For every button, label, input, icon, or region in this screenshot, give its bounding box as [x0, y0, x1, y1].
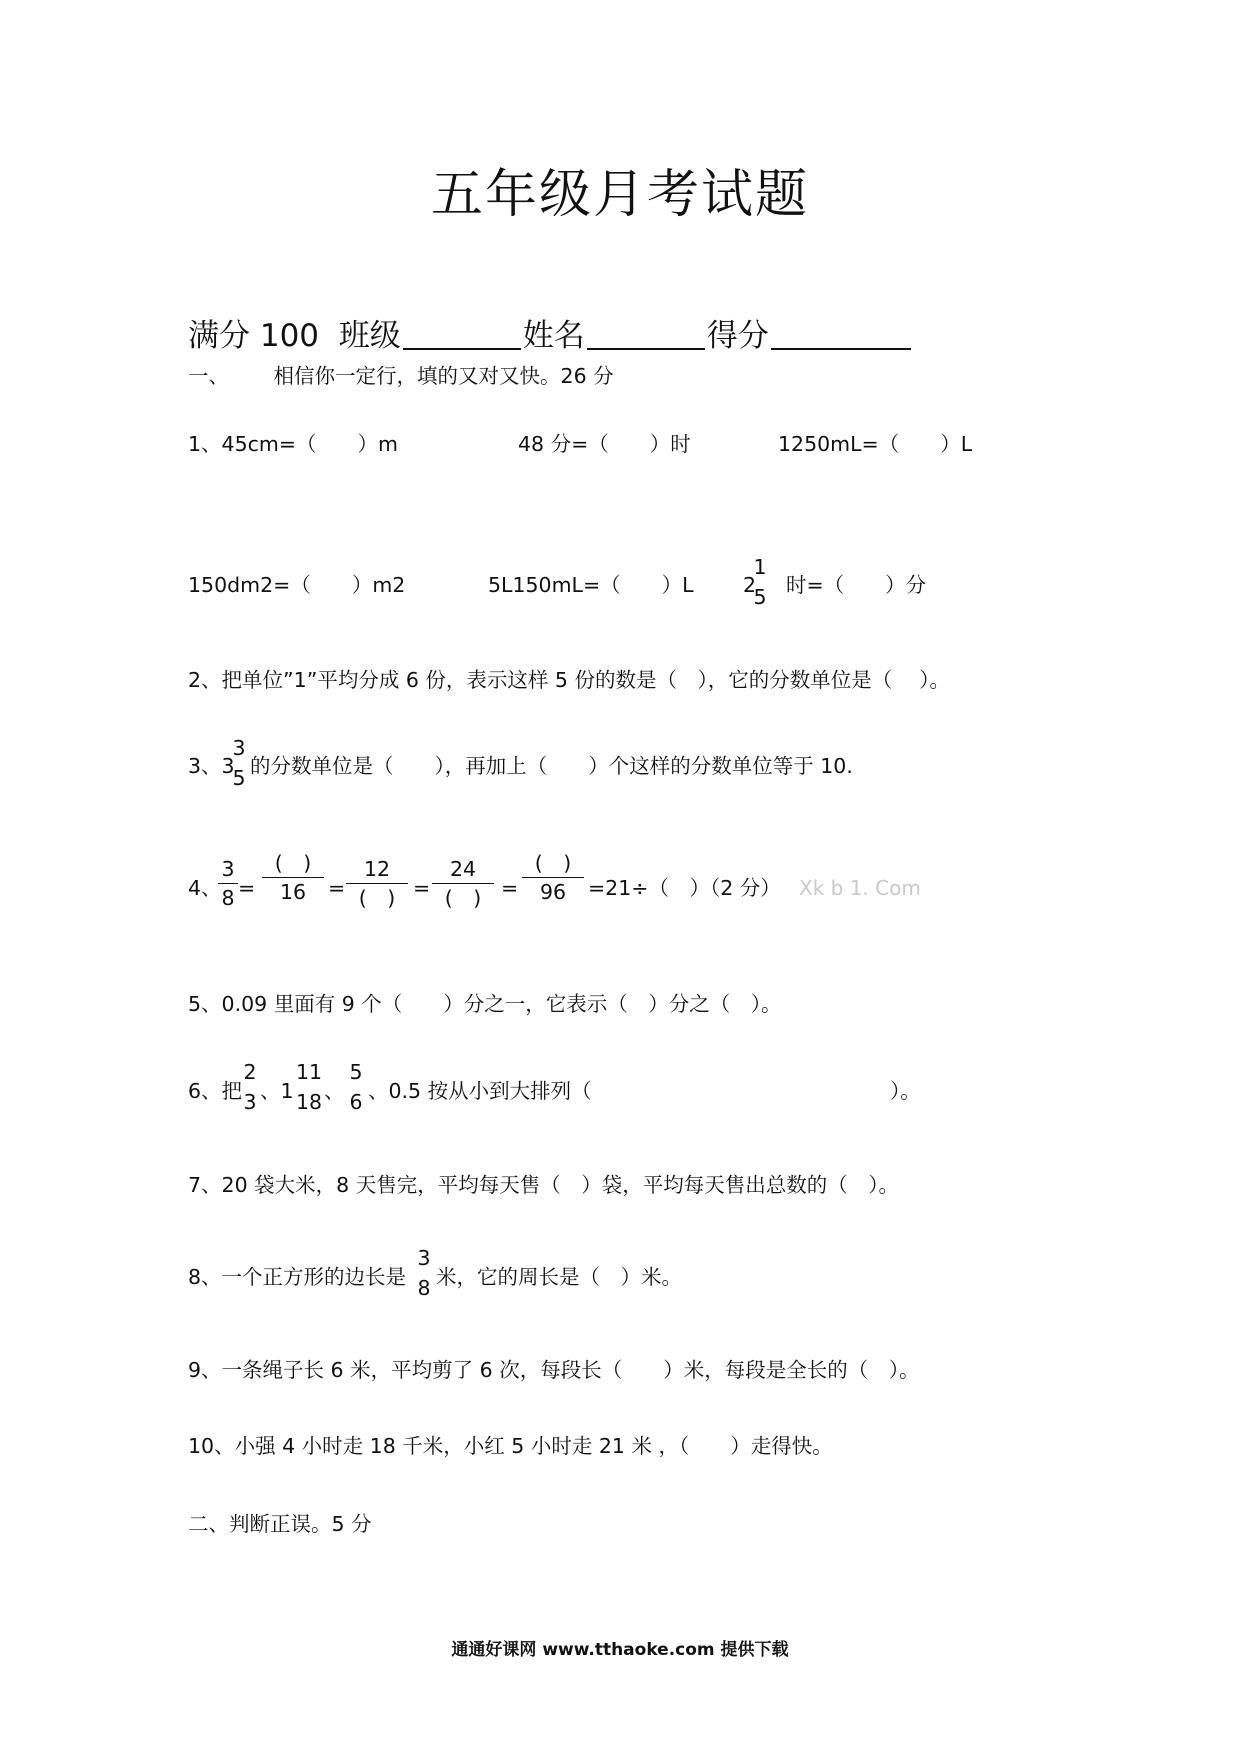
fraction-bar	[218, 883, 238, 884]
fraction-bar	[294, 1086, 324, 1088]
question-5: 5、0.09 里面有 9 个（ ）分之一，它表示（ ）分之（ ）。	[188, 992, 782, 1016]
q4-fraction-1-numerator: 3	[221, 857, 235, 881]
q6-prefix: 6、把	[188, 1079, 243, 1103]
q6-fraction-b-numerator: 11	[295, 1060, 323, 1084]
q1-mixed-fraction	[749, 554, 771, 610]
fraction-bar	[522, 877, 584, 878]
exam-header	[188, 315, 913, 357]
q4-fraction-2-denominator: 16	[279, 880, 307, 904]
q1-item-e: 5L150mL=（ ）L	[488, 573, 694, 597]
q1-fraction-denominator: 5	[753, 585, 767, 609]
score-blank	[771, 326, 911, 350]
q6-text: 、0.5 按从小到大排列（	[368, 1079, 592, 1103]
q8-fraction	[414, 1245, 434, 1301]
q6-fraction-b	[294, 1059, 324, 1115]
q6-fraction-b-denominator: 18	[295, 1090, 323, 1114]
q6-fraction-a-numerator: 2	[243, 1060, 257, 1084]
full-score-label: 满分 100	[188, 318, 320, 354]
q4-equals-4: =	[501, 876, 519, 900]
q6-close: ）。	[890, 1079, 921, 1103]
q4-fraction-4	[432, 856, 494, 911]
q3-prefix: 3、3	[188, 754, 235, 778]
fraction-bar	[749, 581, 771, 583]
section-1-number: 一、	[188, 364, 229, 388]
fraction-bar	[414, 1272, 434, 1274]
q4-fraction-4-denominator: ( )	[444, 886, 482, 910]
q4-equals-3: =	[413, 876, 431, 900]
q3-fraction-numerator: 3	[232, 736, 246, 760]
q6-fraction-c-denominator: 6	[349, 1090, 363, 1114]
q4-prefix: 4、	[188, 876, 222, 900]
q4-fraction-2-numerator: ( )	[274, 851, 312, 875]
question-2: 2、把单位”1”平均分成 6 份，表示这样 5 份的数是（ ），它的分数单位是（ ）。	[188, 668, 950, 692]
q8-prefix: 8、一个正方形的边长是	[188, 1265, 407, 1289]
q4-fraction-1-denominator: 8	[221, 886, 235, 910]
question-10: 10、小强 4 小时走 18 千米，小红 5 小时走 21 米 ，（ ）走得快。	[188, 1434, 833, 1458]
q1-item-b: 48 分=（ ）时	[518, 432, 691, 456]
name-label: 姓名	[522, 318, 585, 354]
q1-fraction-numerator: 1	[753, 555, 767, 579]
q4-fraction-1	[218, 856, 238, 911]
q1-item-f-whole: 2	[743, 573, 757, 597]
fraction-bar	[346, 1086, 366, 1088]
fraction-bar	[432, 883, 494, 884]
section-1-text: 相信你一定行，填的又对又快。26 分	[273, 364, 614, 388]
fraction-bar	[262, 877, 324, 878]
question-9: 9、一条绳子长 6 米，平均剪了 6 次，每段长（ ）米，每段是全长的（ ）。	[188, 1358, 920, 1382]
score-label: 得分	[706, 318, 769, 354]
q4-fraction-5	[522, 850, 584, 905]
question-7: 7、20 袋大米，8 天售完，平均每天售（ ）袋，平均每天售出总数的（ ）。	[188, 1173, 899, 1197]
q3-fraction-denominator: 5	[232, 766, 246, 790]
q4-equals-1: =	[238, 876, 256, 900]
class-blank	[403, 326, 521, 350]
q4-fraction-3-denominator: ( )	[358, 886, 396, 910]
q3-fraction	[229, 735, 249, 791]
q8-text: 米，它的周长是（ ）米。	[436, 1265, 682, 1289]
q4-fraction-2	[262, 850, 324, 905]
q3-text: 的分数单位是（ ），再加上（ ）个这样的分数单位等于 10.	[250, 754, 853, 778]
q4-equals-2: =	[328, 876, 346, 900]
q4-fraction-3	[346, 856, 408, 911]
q1-item-d: 150dm2=（ ）m2	[188, 573, 406, 597]
q8-fraction-numerator: 3	[417, 1246, 431, 1270]
section-1-heading	[188, 362, 614, 390]
q6-fraction-c	[346, 1059, 366, 1115]
q6-fraction-c-numerator: 5	[349, 1060, 363, 1084]
q6-fraction-a	[240, 1059, 260, 1115]
q4-fraction-5-numerator: ( )	[534, 851, 572, 875]
watermark-text: Xk b 1. Com	[799, 876, 921, 900]
q1-item-a: 1、45cm=（ ）m	[188, 432, 399, 456]
q6-separator-1: 、1	[260, 1079, 294, 1103]
fraction-bar	[240, 1086, 260, 1088]
q6-separator-2: 、	[324, 1079, 345, 1103]
fraction-bar	[346, 883, 408, 884]
name-blank	[587, 326, 705, 350]
q8-fraction-denominator: 8	[417, 1276, 431, 1300]
q6-fraction-a-denominator: 3	[243, 1090, 257, 1114]
footer-source: 通通好课网 www.tthaoke.com 提供下载	[451, 1640, 789, 1660]
q4-fraction-4-numerator: 24	[449, 857, 477, 881]
q1-item-f-rest: 时=（ ）分	[786, 573, 927, 597]
section-2-heading: 二、判断正误。5 分	[188, 1512, 372, 1536]
q4-fraction-3-numerator: 12	[363, 857, 391, 881]
fraction-bar	[229, 762, 249, 764]
q4-fraction-5-denominator: 96	[539, 880, 567, 904]
q4-tail: =21÷（ ）（2 分）	[588, 876, 781, 900]
page-title: 五年级月考试题	[430, 165, 809, 225]
class-label: 班级	[338, 318, 401, 354]
q1-item-c: 1250mL=（ ）L	[778, 432, 973, 456]
